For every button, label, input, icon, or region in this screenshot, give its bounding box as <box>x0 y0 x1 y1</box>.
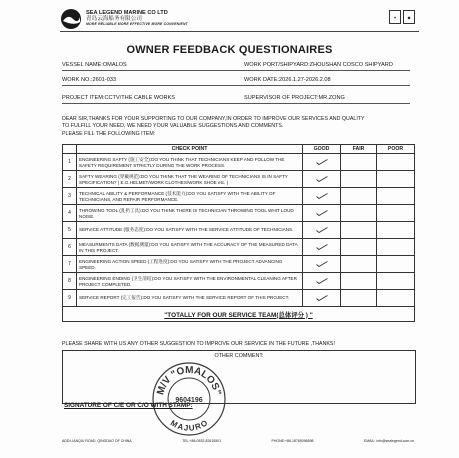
cert-badge-icon: ✦ <box>389 10 401 24</box>
check-point-text: SAFTY WEARING (穿戴规范):DO YOU THINK THAT THE WEARING OF TECHNICIANS IS IN SAFTY SPECIFICATION? ( E.G.HELMET/WORK CLOTHES/WORK SHOE etc. ) <box>77 171 303 188</box>
company-logo-icon <box>60 8 82 30</box>
rating-cell-good[interactable] <box>303 205 341 222</box>
table-row <box>63 205 415 222</box>
stamp-port: MAJURO <box>168 418 210 433</box>
page-title: OWNER FEEDBACK QUESTIONAIRES <box>126 44 333 56</box>
row-number: 4 <box>63 205 77 222</box>
other-comment-label: OTHER COMMENT: <box>214 353 264 359</box>
info-divider <box>62 85 410 86</box>
info-divider <box>62 70 410 71</box>
table-header-no <box>63 145 77 154</box>
intro-line: DEAR SIR,THANKS FOR YOUR SUPPORTING TO OUR COMPANY,IN ORDER TO IMPROVE OUR SERVICES AND QUALITY <box>62 116 365 122</box>
check-point-text: ENGINEERING ENDING (卫生清结):DO YOU SATISFY WITH THE ENVIRONMENTAL CLEANING AFTER PROJECT COMPLETED. <box>77 273 303 290</box>
row-number: 7 <box>63 256 77 273</box>
table-header-row <box>63 145 415 154</box>
rating-cell-fair[interactable] <box>341 171 377 188</box>
signature-label: SIGNATURE OF C/E OR C/O WITH STAMP: <box>64 402 193 409</box>
rating-cell-good[interactable] <box>303 273 341 290</box>
company-name-cn: 青岛云海船务有限公司 <box>86 16 142 23</box>
total-rating-label: "TOTALLY FOR OUR SERVICE TEAM(总体评分 ) " <box>63 307 415 322</box>
project-supervisor: SUPERVISOR OF PROJECT:MR.ZONG <box>244 95 345 101</box>
intro-text <box>62 116 412 138</box>
intro-line: TO FULFILL YOUR NEED, WE NEED YOUR VALUABLE SUGGESTIONS AND COMMENTS. <box>62 122 284 129</box>
rating-cell-good[interactable] <box>303 290 341 307</box>
page-footer <box>62 439 414 443</box>
check-mark-icon <box>316 193 328 199</box>
company-header <box>60 8 188 30</box>
table-row <box>63 188 415 205</box>
check-point-text: TECHNICAL ABILITY & PERFORMANCE (技术能力):DO YOU SATISFY WITH THE ABILITY OF TECHNICIANS, AND REPAIR PERFORMANCE. <box>77 188 303 205</box>
footer-tel: TEL:+86-0532-82615501 <box>182 439 222 443</box>
rating-cell-good[interactable] <box>303 188 341 205</box>
rating-cell-fair[interactable] <box>341 154 377 171</box>
table-row <box>63 222 415 239</box>
check-mark-icon <box>316 295 328 301</box>
rating-cell-good[interactable] <box>303 171 341 188</box>
table-row <box>63 256 415 273</box>
rating-cell-poor[interactable] <box>377 154 415 171</box>
svg-text:M/V "OMALOS" <box>155 365 222 396</box>
row-number: 5 <box>63 222 77 239</box>
rating-cell-fair[interactable] <box>341 188 377 205</box>
rating-cell-fair[interactable] <box>341 222 377 239</box>
total-rating-row <box>63 307 415 322</box>
rating-cell-fair[interactable] <box>341 239 377 256</box>
rating-cell-poor[interactable] <box>377 290 415 307</box>
rating-cell-good[interactable] <box>303 154 341 171</box>
info-divider <box>62 103 410 104</box>
cert-badge-icon: ◆ <box>403 10 415 24</box>
row-number: 9 <box>63 290 77 307</box>
company-name-en: SEA LEGEND MARINE CO LTD <box>86 10 168 17</box>
rating-cell-fair[interactable] <box>341 273 377 290</box>
rating-cell-poor[interactable] <box>377 222 415 239</box>
check-mark-icon <box>316 227 328 233</box>
rating-cell-fair[interactable] <box>341 205 377 222</box>
check-point-text: THROWING TOOL (乱扔工具):DO YOU THINK THERE IS TECHNICIAN THROWING TOOL WHIT LOUD NOISE. <box>77 205 303 222</box>
footer-address: ADD:LIANQIU ROAD, QINGDAO OF CHINA <box>62 439 132 443</box>
check-mark-icon <box>316 244 328 250</box>
footer-email: EMAIL: info@sealegend.com.cn <box>363 439 414 443</box>
rating-cell-poor[interactable] <box>377 188 415 205</box>
rating-cell-poor[interactable] <box>377 256 415 273</box>
check-mark-icon <box>316 159 328 165</box>
stamp-number: 9604196 <box>175 397 203 404</box>
row-number: 8 <box>63 273 77 290</box>
check-point-text: ENGINEERING ACTION SPEED (工程进度):DO YOU SATISFY WITH THE PROJECT ADVANCING SPEED. <box>77 256 303 273</box>
check-point-text: SERVICE ATTITUDE (服务态度):DO YOU SATISFY WITH THE SERVICE ATTITUDE OF TECHNICIANS. <box>77 222 303 239</box>
stamp-vessel: M/V "OMALOS" <box>155 364 223 397</box>
checkpoint-table <box>62 144 415 322</box>
table-header-fair: FAIR <box>341 145 377 154</box>
rating-cell-poor[interactable] <box>377 273 415 290</box>
check-point-text: SERVICE REPORT (完工报告):DO YOU SATISFY WITH THE SERVICE REPORT OF THIS PROJECT. <box>77 290 303 307</box>
rating-cell-good[interactable] <box>303 222 341 239</box>
certification-badges <box>389 10 415 24</box>
work-port: WORK PORT/SHIPYARD:ZHOUSHAN COSCO SHIPYARD <box>244 62 393 68</box>
table-header-poor: POOR <box>377 145 415 154</box>
footer-phone: PHONE:+86-18765096898 <box>271 439 314 443</box>
check-point-text: ENGINEERING SAFTY (施工安全):DO YOU THINK THAT TECHNICIANS KEEP AND FOLLOW THE SAFETY REQUIREMENT STRICTLY DURING THE WORK PROCESS. <box>77 154 303 171</box>
svg-text:MAJURO <box>169 418 209 432</box>
header-divider <box>60 31 419 32</box>
company-slogan: MORE RELIABLE MORE EFFECTIVE MORE CONVENIENT <box>86 22 188 27</box>
table-row <box>63 171 415 188</box>
row-number: 3 <box>63 188 77 205</box>
rating-cell-good[interactable] <box>303 239 341 256</box>
vessel-name: VESSEL NAME:OMALOS <box>62 62 127 68</box>
check-mark-icon <box>316 210 328 216</box>
row-number: 2 <box>63 171 77 188</box>
row-number: 1 <box>63 154 77 171</box>
table-header-good: GOOD <box>303 145 341 154</box>
rating-cell-fair[interactable] <box>341 256 377 273</box>
check-mark-icon <box>316 278 328 284</box>
table-row <box>63 154 415 171</box>
rating-cell-poor[interactable] <box>377 171 415 188</box>
check-mark-icon <box>316 261 328 267</box>
share-suggestion-text: PLEASE SHARE WITH US ANY OTHER SUGGESTION TO IMPROVE OUR SERVICE IN THE FUTURE ,THANKS! <box>62 341 335 347</box>
table-row <box>63 273 415 290</box>
rating-cell-fair[interactable] <box>341 290 377 307</box>
work-no: WORK NO.:2601-033 <box>62 77 117 83</box>
check-point-text: MEASURMENTS DATA (数据测量):DO YOU SATISFY WITH THE ACCURACY OF THE MEASURED DATA IN THIS PROJECT. <box>77 239 303 256</box>
project-item: PROJECT ITEM:CCTV/THE CABLE WORKS <box>62 95 176 101</box>
table-row <box>63 290 415 307</box>
vessel-stamp <box>150 360 228 438</box>
rating-cell-poor[interactable] <box>377 205 415 222</box>
table-row <box>63 239 415 256</box>
check-mark-icon <box>316 176 328 182</box>
row-number: 6 <box>63 239 77 256</box>
rating-cell-poor[interactable] <box>377 239 415 256</box>
intro-instruction: PLEASE FILL THE FOLLOWING ITEM: <box>62 131 156 138</box>
table-header-check-point: CHECK POINT <box>77 145 303 154</box>
work-date: WORK DATE:2026.1.27-2026.2.08 <box>244 77 331 83</box>
rating-cell-good[interactable] <box>303 256 341 273</box>
other-comment-box[interactable] <box>62 350 416 404</box>
